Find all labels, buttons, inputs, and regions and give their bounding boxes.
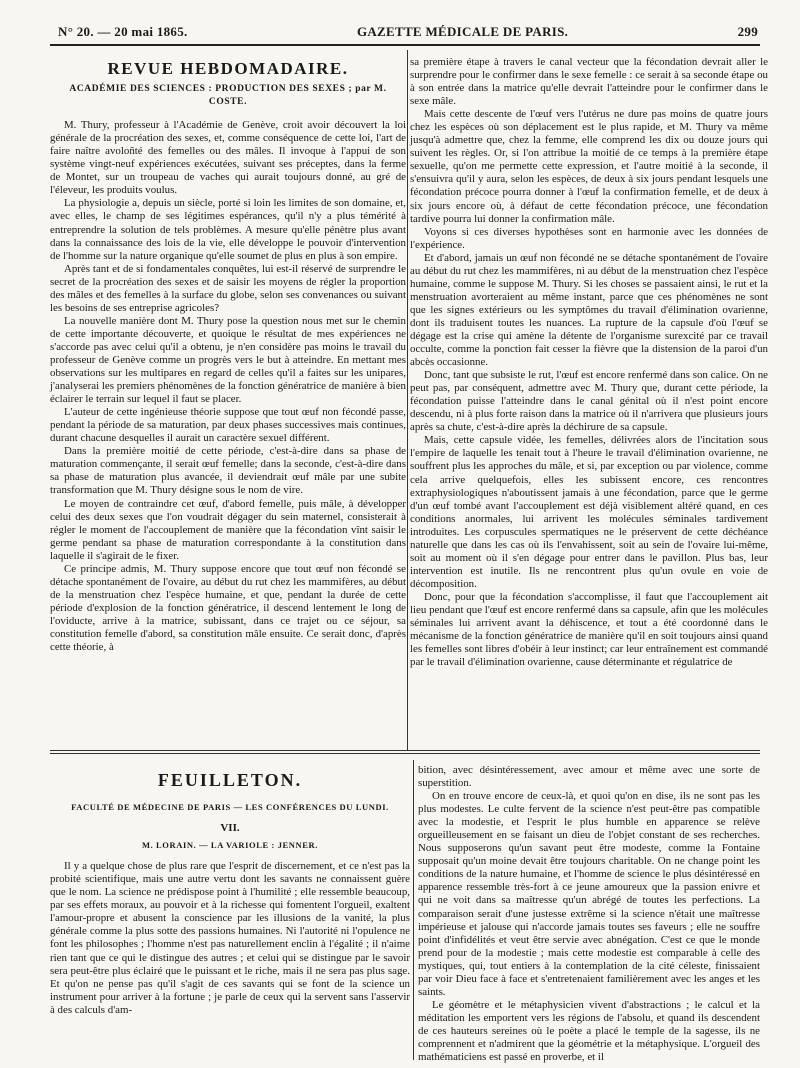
revue-left-text [50, 119, 406, 654]
journal-title: GAZETTE MÉDICALE DE PARIS. [356, 24, 569, 39]
revue-left-column [50, 56, 406, 654]
paragraph: M. Thury, professeur à l'Académie de Genève, croit avoir découvert la loi générale de la procréation des sexes, et, comme conséquence de cette loi, l'art de faire naître avoloñté des femelles ou des mâles. Il invoque à l'appui de son système vingt-neuf expériences exécutées, suivant ses préceptes, dans la ferme de Montet, sur un troupeau de vaches qui aurait toujours donné, au gré de l'éleveur, les produits voulus. [50, 119, 406, 197]
feuilleton-chapter: VII. [220, 822, 240, 835]
paragraph: La physiologie a, depuis un siècle, porté si loin les limites de son domaine, et, avec elles, le champ de ses légitimes espérances, qu'il n'y a plus témérité à entreprendre la solution de tels problèmes. A mesure qu'elle pénètre plus avant dans la connaissance des lois de la vie, elle développe le pouvoir d'intervention de l'homme sur la nature organique qu'elle soumet de plus en plus à son empire. [50, 197, 406, 262]
feuilleton-left-text [50, 860, 410, 1017]
header-rule [50, 44, 760, 46]
feuilleton-column-divider [413, 760, 414, 1060]
feuilleton-left-column [50, 768, 410, 1017]
feuilleton-author-line: M. LORAIN. — LA VARIOLE : JENNER. [141, 840, 319, 851]
page-header [58, 20, 758, 44]
paragraph: Voyons si ces diverses hypothèses sont en harmonie avec les données de l'expérience. [410, 225, 768, 251]
revue-subtitle: ACADÉMIE DES SCIENCES : PRODUCTION DES SEXES ; par M. COSTE. [69, 84, 387, 108]
section-rule [50, 750, 760, 751]
paragraph: Le moyen de contraindre cet œuf, d'abord femelle, puis mâle, à développer celui des deux sexes que l'on voudrait dégager du sein maternel, consisterait à régler le moment de l'accouplement de manière que la fécondation vînt saisir le germe pendant sa phase de maturation correspondante à la constitution dans laquelle il s'agirait de le fixer. [50, 497, 406, 562]
revue-right-column [410, 56, 768, 669]
paragraph: Le géomètre et le métaphysicien vivent d'abstractions ; le calcul et la méditation les emportent vers les régions de l'absolu, et quand ils descendent de ces hauteurs sereines où le poète a placé le temple de la sagesse, ils ne comprennent et n'admirent que la géométrie et la métaphysique. L'orgueil des mathématiciens est passé en proverbe, et il [418, 998, 760, 1064]
paragraph: Mais, cette capsule vidée, les femelles, délivrées alors de l'incitation sous l'empire de laquelle les tenait tout à l'heure le travail d'élimination ovarienne, ne souffrent plus les approches du mâle, et si, par exception ou par violence, comme cela arrive quelquefois, elles les subissent encore, ces rencontres extraphysiologiques n'aboutissent jamais à une fécondation, parce que le germe d'un œuf tombé avant l'accouplement est déjà visiblement altéré quand, en ces conditions anormales, lui arrivent les molécules séminales tardivement introduites. Les corpuscules spermatiques ne le préservent de cette déchéance naturelle que dans les cas où ils l'envahissent, soit au sein de l'ovaire lui-même, soit au moment où il s'en dégage pour entrer dans le pavillon. Plus bas, leur intervention est inutile. Ils ne rencontrent plus qu'un ovule en voie de décomposition. [410, 434, 768, 590]
feuilleton-right-column [418, 764, 760, 1064]
feuilleton-subtitle: FACULTÉ DE MÉDECINE DE PARIS — LES CONFÉRENCES DU LUNDI. [71, 802, 389, 813]
paragraph: Après tant et de si fondamentales conquêtes, lui est-il réservé de surprendre le secret de la procréation des sexes et de saisir les moyens de régler la proportion des mâles et des femelles à la surface du globe, selon ses convenances ou suivant les besoins de ses entreprise agricoles? [50, 262, 406, 314]
revue-right-text [410, 56, 768, 669]
paragraph: Ce principe admis, M. Thury suppose encore que tout œuf non fécondé se détache spontanément de l'ovaire, au début du rut chez les mammifères, au début de la menstruation chez l'espèce humaine, et que, pendant la durée de cette période d'explosion de la fonction génératrice, il descend lentement le long de l'oviducte, arrive à la matrice, subissant, dans ce trajet ou ce séjour, sa constitution femelle d'abord, sa constitution mâle ensuite. Ce serait donc, d'après cette théorie, à [50, 562, 406, 654]
paragraph: L'auteur de cette ingénieuse théorie suppose que tout œuf non fécondé passe, pendant la période de sa maturation, par deux phases successives mais continues, durant chacune desquelles il aurait un caractère sexuel différent. [50, 406, 406, 445]
issue-number: N° 20. — 20 mai 1865. [58, 24, 188, 39]
paragraph: Donc, pour que la fécondation s'accomplisse, il faut que l'accouplement ait lieu pendant que l'œuf est encore renfermé dans sa capsule, afin que les molécules séminales lui arrivent avant la déhiscence, et tout a été coordonné dans le mécanisme de la fonction génératrice de manière qu'il en soit toujours ainsi quand les femelles sont libres d'obéir à leur instinct; car leur entraînement est commandé par le travail d'élimination ovarienne, cause déterminante et régulatrice de [410, 590, 768, 669]
paragraph: bition, avec désintéressement, avec amour et même avec une sorte de superstition. [418, 764, 760, 790]
paragraph: On en trouve encore de ceux-là, et quoi qu'on en dise, ils ne sont pas les plus modestes. Le culte fervent de la science n'est peut-être pas compatible avec la modestie, et l'esprit le plus humble en apparence se relève orgueilleusement en se faisant un dieu de l'objet constant de ses recherches. Nous supposerons qu'un savant peut être modeste, comme la Fontaine supposait qu'un moine devait être toujours charitable. On ne change point les conditions de la nature humaine, et l'homme de science le plus désintéressé en apparence ressemble très-fort à ce jeune amoureux que la passion enivre et qui ne voit dans sa maîtresse qu'un abrégé de toutes les perfections. La comparaison serait d'une justesse extrême si la science n'était une maîtresse impérieuse et jalouse qui n'accorde jamais toutes ses faveurs ; elle ne souffre point d'infidélités et veut être servie avec abnégation. C'est ce que le monde prend pour de la modestie ; mais cette modestie est comparable à celle des mystiques, qui, tout entiers à la contemplation de la cité céleste, finissaient par voir Dieu face à face et s'entretenaient familièrement avec les anges et les saints. [418, 790, 760, 998]
column-divider [407, 50, 408, 750]
paragraph: Mais cette descente de l'œuf vers l'utérus ne dure pas moins de quatre jours chez les espèces où son déplacement est le plus rapide, et M. Thury va même jusqu'à admettre que, chez la femme, elle comprend les dix ou douze jours qui suivent les règles. Or, si l'on attribue la moitié de ce temps à la première étape sexuelle, qu'on me permette cette expression, et l'autre moitié à la seconde, il s'ensuivra qu'il y aura, selon les espèces, de deux à six jours pendant lesquels une fécondation précoce pourra donner à l'œuf la confirmation femelle, et de deux à six jours encore où, à défaut de cette fécondation précoce, une fécondation tardive pourra lui donner la confirmation mâle. [410, 108, 768, 225]
feuilleton-right-text [418, 764, 760, 1064]
paragraph: La nouvelle manière dont M. Thury pose la question nous met sur le chemin de cette importante découverte, et quoique le résultat de mes expériences ne s'accorde pas avec celui qu'il a obtenu, je n'en considère pas moins le travail du professeur de Genève comme un progrès vers le but à atteindre. En mettant mes observations sur les multipares en regard de celles qu'il a faites sur les unipares, j'analyserai les premiers phénomènes de la fonction génératrice de manière à bien éclairer le terrain sur lequel il faut se placer. [50, 314, 406, 406]
paragraph: Dans la première moitié de cette période, c'est-à-dire dans sa phase de maturation commençante, il serait œuf femelle; dans la seconde, c'est-à-dire dans sa phase de maturation plus avancée, il deviendrait œuf mâle par une subite transformation que M. Thury désigne sous le nom de vire. [50, 445, 406, 497]
paragraph: Il y a quelque chose de plus rare que l'esprit de discernement, et ce n'est pas la probité scientifique, mais une autre vertu dont les savants ne connaissent guère que le nom. La science ne prédispose point à l'humilité ; elle ressemble beaucoup, par ses effets moraux, au pouvoir et à la richesse qui fomentent l'orgueil, exaltent l'amour-propre et abusent la conscience par les illusions de la vanité, la plus générale comme la plus sotte des passions humaines. Ni l'autorité ni l'opulence ne font les philosophes ; l'homme n'est pas naturellement enclin à l'égalité ; il n'aime rien tant que ce qui le distingue des autres ; et celui qui se distingue par le savoir sera peut-être plus éclairé que le puissant et le riche, mais il ne sera pas plus sage. Et qu'on ne pense pas qu'il s'agit de ces savants qui se font de la science un instrument pour arriver à la fortune ; je parle de ceux qui la servent sans l'asservir à des calculs d'am- [50, 860, 410, 1016]
revue-title: REVUE HEBDOMADAIRE. [107, 59, 349, 78]
feuilleton-title: FEUILLETON. [157, 770, 303, 790]
paragraph: sa première étape à travers le canal vecteur que la fécondation devrait aller le surprendre pour le confirmer dans le sexe femelle : ce serait à sa seconde étape ou à son entrée dans la matrice qu'elle devrait l'atteindre pour le confirmer dans le sexe mâle. [410, 56, 768, 108]
page-number: 299 [737, 24, 758, 39]
section-rule-double [50, 753, 760, 754]
paragraph: Et d'abord, jamais un œuf non fécondé ne se détache spontanément de l'ovaire au début du rut chez les mammifères, ni au début de la menstruation chez l'espèce humaine, comme le suppose M. Thury. Si les choses se passaient ainsi, le rut et la menstruation avorteraient au même instant, parce que ces phénomènes ne sont que les signes extérieurs ou les symptômes du travail d'élimination ovarienne, dont ils traduisent toutes les nuances. La rupture de la capsule d'où l'œuf se dégage est la crise qui amène la détente de l'organisme surexcité par ce travail occulte, comme la ponction fait cesser la fièvre que la distension de la paroi d'un abcès occasionne. [410, 251, 768, 369]
paragraph: Donc, tant que subsiste le rut, l'œuf est encore renfermé dans son calice. On ne peut pas, par conséquent, admettre avec M. Thury que, durant cette période, la fécondation puisse l'atteindre dans le canal génital où il n'est point encore descendu, ni à plus forte raison dans la matrice où il n'arrivera que plusieurs jours après sa chute, c'est-à-dire après la déchirure de sa capsule. [410, 369, 768, 434]
